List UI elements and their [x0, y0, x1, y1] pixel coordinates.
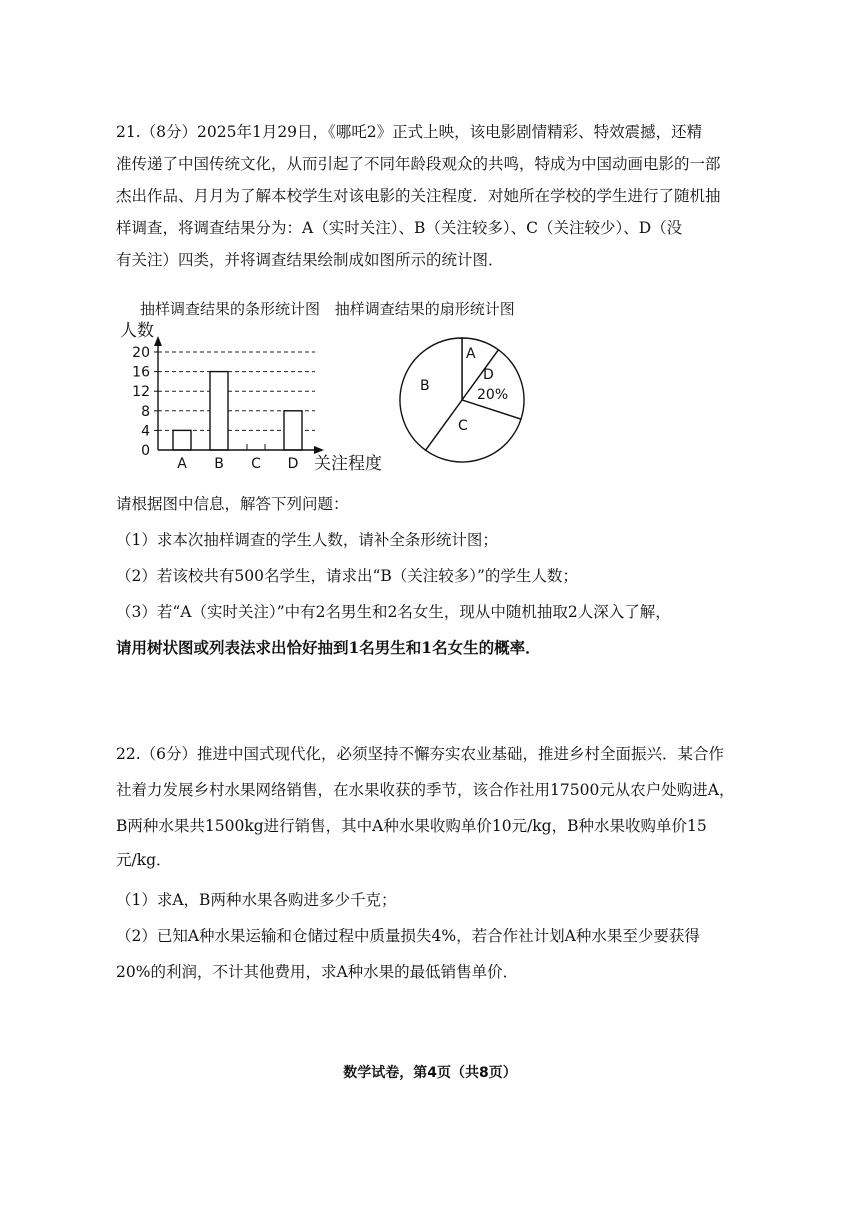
- y-tick-label: 16: [132, 364, 150, 381]
- y-axis-label: 人数: [120, 321, 154, 341]
- bar-chart-title: 抽样调查结果的条形统计图: [140, 300, 321, 318]
- pie-chart: [392, 330, 532, 470]
- q22-line1: 22.（6分）推进中国式现代化，必须坚持不懈夯实农业基础，推进乡村全面振兴．某合作: [116, 745, 725, 763]
- x-tick-label: B: [214, 456, 224, 472]
- q22-sub2-b: 20%的利润，不计其他费用，求A种水果的最低销售单价．: [116, 963, 519, 981]
- x-tick-label: C: [251, 456, 261, 472]
- q21-line: 杰出作品、月月为了解本校学生对该电影的关注程度．对她所在学校的学生进行了随机抽: [116, 187, 721, 205]
- q22-line4: 元/kg．: [116, 851, 172, 869]
- bar-a: [173, 430, 191, 450]
- q21-line: 21.（8分）2025年1月29日，《哪吒2》正式上映，该电影剧情精彩、特效震撼，还精: [116, 123, 703, 141]
- y-tick-label: 12: [132, 384, 150, 401]
- q21-sub3-a: （3）若“A（实时关注）”中有2名男生和2名女生，现从中随机抽取2人深入了解，: [116, 603, 671, 621]
- q21-sub1: （1）求本次抽样调查的学生人数，请补全条形统计图；: [116, 531, 498, 549]
- y-axis-arrow: [154, 336, 162, 346]
- q21-line: 样调查，将调查结果分为：A（实时关注）、B（关注较多）、C（关注较少）、D（没: [116, 219, 683, 237]
- q21-sub3-b: 请用树状图或列表法求出恰好抽到1名男生和1名女生的概率．: [116, 638, 541, 657]
- pie-label-c: C: [458, 418, 468, 434]
- pie-label-d: D: [483, 367, 494, 383]
- q22-sub1: （1）求A，B两种水果各购进多少千克；: [116, 891, 397, 909]
- y-tick-labels: [132, 345, 150, 459]
- bar-d: [284, 411, 302, 450]
- q22-line2: 社着力发展乡村水果网络销售，在水果收获的季节，该合作社用17500元从农户处购进A，: [116, 781, 735, 799]
- x-tick-label: A: [177, 456, 187, 472]
- q21-prompt: 请根据图中信息，解答下列问题：: [116, 495, 349, 513]
- y-tick-label: 8: [141, 403, 150, 420]
- x-axis-arrow: [314, 446, 324, 454]
- q22-line3: B两种水果共1500kg进行销售，其中A种水果收购单价10元/kg，B种水果收购单价15: [116, 817, 707, 835]
- q21-sub2: （2）若该校共有500名学生，请求出“B（关注较多）”的学生人数；: [116, 567, 578, 585]
- figure-titles: [140, 298, 515, 319]
- bar-chart: [110, 318, 400, 478]
- page-footer: 数学试卷，第4页（共8页）: [343, 1065, 517, 1081]
- q21-line: 有关注）四类，并将调查结果绘制成如图所示的统计图．: [116, 251, 504, 269]
- x-tick-label: D: [287, 456, 299, 472]
- bar-b: [210, 372, 228, 450]
- x-axis-label: 关注程度: [314, 454, 382, 474]
- y-tick-label: 0: [141, 443, 150, 459]
- q22-sub2-a: （2）已知A种水果运输和仓储过程中质量损失4%，若合作社计划A种水果至少要获得: [116, 927, 700, 945]
- q21-line: 准传递了中国传统文化，从而引起了不同年龄段观众的共鸣，特成为中国动画电影的一部: [116, 155, 721, 173]
- x-tick-labels: [177, 456, 298, 472]
- pie-chart-title: 抽样调查结果的扇形统计图: [334, 300, 515, 318]
- y-tick-label: 4: [141, 423, 150, 440]
- q21-stem: [116, 116, 756, 276]
- pie-label-a: A: [466, 346, 476, 362]
- y-tick-label: 20: [132, 345, 150, 361]
- pie-label-d-percent: 20%: [477, 387, 509, 403]
- pie-label-b: B: [420, 378, 430, 394]
